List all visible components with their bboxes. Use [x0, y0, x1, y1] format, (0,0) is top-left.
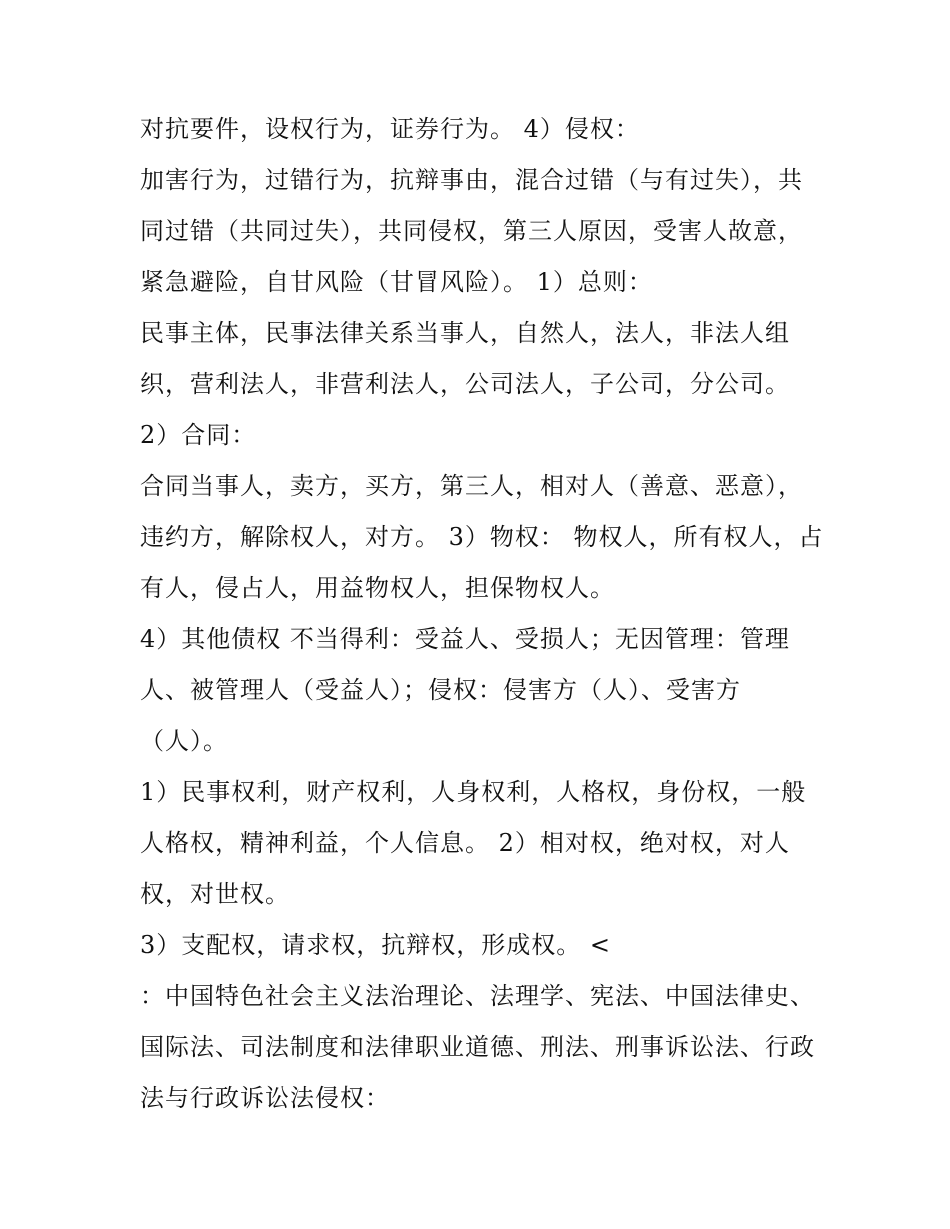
text-line: 法与行政诉讼法侵权：: [140, 1084, 390, 1112]
text-line: 1）民事权利，财产权利，人身权利，人格权，身份权，一般: [140, 778, 807, 806]
text-line: 国际法、司法制度和法律职业道德、刑法、刑事诉讼法、行政: [140, 1033, 815, 1061]
text-line: 加害行为，过错行为，抗辩事由，混合过错（与有过失），共: [140, 166, 803, 194]
text-line: 民事主体，民事法律关系当事人，自然人，法人，非法人组: [140, 319, 790, 347]
text-line: ：中国特色社会主义法治理论、法理学、宪法、中国法律史、: [140, 982, 815, 1010]
text-line: （人）。: [140, 727, 228, 755]
text-line: 违约方，解除权人，对方。 3）物权： 物权人，所有权人，占: [140, 523, 824, 551]
text-line: 权，对世权。: [140, 880, 290, 908]
text-line: 合同当事人，卖方，买方，第三人，相对人（善意、恶意），: [140, 472, 803, 500]
text-line: 有人，侵占人，用益物权人，担保物权人。: [140, 574, 615, 602]
text-line: 织，营利法人，非营利法人，公司法人，子公司，分公司。: [140, 370, 790, 398]
text-line: 4）其他债权 不当得利：受益人、受损人；无因管理：管理: [140, 625, 790, 653]
text-line: 3）支配权，请求权，抗辩权，形成权。 <: [140, 931, 612, 959]
text-line: 对抗要件，设权行为，证券行为。 4）侵权：: [140, 115, 640, 143]
document-body: [140, 104, 830, 1124]
text-line: 2）合同：: [140, 421, 257, 449]
text-line: 同过错（共同过失），共同侵权，第三人原因，受害人故意，: [140, 217, 803, 245]
text-line: 紧急避险，自甘风险（甘冒风险）。 1）总则：: [140, 268, 653, 296]
text-line: 人、被管理人（受益人）；侵权：侵害方（人）、受害方: [140, 676, 741, 704]
text-line: 人格权，精神利益，个人信息。 2）相对权，绝对权，对人: [140, 829, 790, 857]
